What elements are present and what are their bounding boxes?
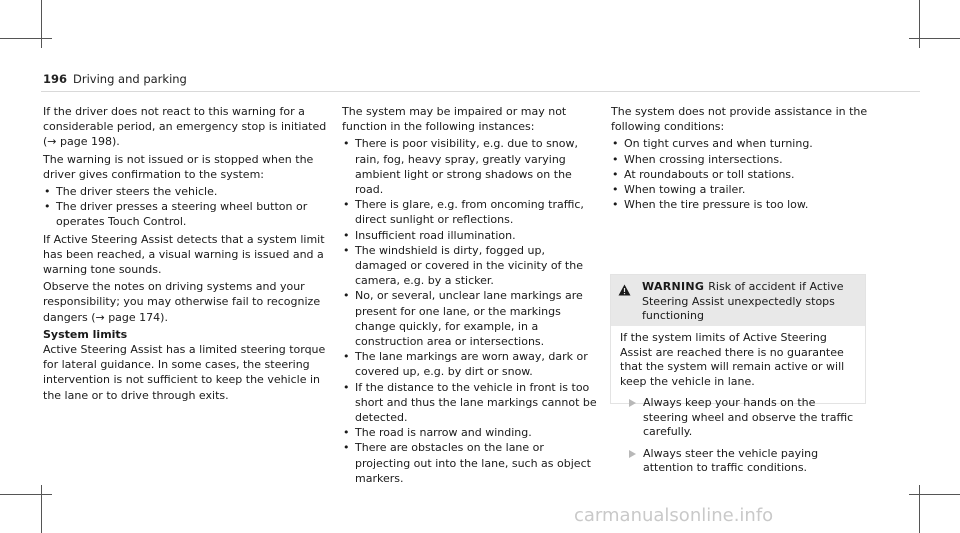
crop-mark — [0, 494, 52, 495]
section-heading: System limits — [43, 327, 128, 341]
list-item: • No, or several, unclear lane markings are present for one lane, or the markings change quickly, for example, in a construction area or intersections. — [342, 288, 597, 349]
list-item: • The driver steers the vehicle. — [43, 184, 328, 199]
list-item: • When the tire pressure is too low. — [611, 197, 871, 212]
crop-mark — [919, 485, 920, 533]
watermark: carmanualsonline.info — [574, 505, 774, 526]
section-title: Driving and parking — [73, 72, 187, 86]
paragraph: The warning is not issued or is stopped when the driver gives confirmation to the system: — [43, 152, 314, 181]
action-text: Always steer the vehicle paying attention to traffic conditions. — [643, 446, 819, 474]
action-item — [620, 447, 857, 476]
list-item: • When towing a trailer. — [611, 182, 871, 197]
list-item: • The road is narrow and winding. — [342, 425, 597, 440]
list-item: • Insufficient road illumination. — [342, 228, 597, 243]
warning-header — [611, 275, 865, 326]
list-item: • The driver presses a steering wheel button or operates Touch Control. — [43, 199, 328, 229]
crop-mark — [0, 38, 52, 39]
bullet-list — [43, 184, 328, 230]
warning-triangle-icon — [618, 284, 631, 296]
crop-mark — [919, 0, 920, 48]
list-item: • There is poor visibility, e.g. due to snow, rain, fog, heavy spray, greatly varying ambient light or strong shadows on the road. — [342, 136, 597, 197]
warning-text: If the system limits of Active Steering Assist are reached there is no guarantee that the system will remain active or will keep the vehicle in lane. — [620, 331, 845, 388]
paragraph: The system may be impaired or may not function in the following instances: — [342, 105, 567, 134]
bullet-list — [611, 136, 871, 212]
paragraph: Observe the notes on driving systems and your responsibility; you may otherwise fail to recognize dangers (→ page 174). — [43, 280, 321, 324]
paragraph: If the driver does not react to this warning for a considerable period, an emergency stop is initiated (→ page 198). — [43, 105, 327, 149]
list-item: • At roundabouts or toll stations. — [611, 167, 871, 182]
action-item — [620, 396, 857, 440]
warning-box — [610, 274, 866, 474]
crop-mark — [41, 485, 42, 533]
column-right — [611, 104, 871, 214]
page-number: 196 — [43, 72, 68, 86]
warning-label: WARNING — [642, 280, 705, 293]
page-header — [43, 72, 187, 86]
crop-mark — [909, 494, 960, 495]
list-item: • When crossing intersections. — [611, 152, 871, 167]
paragraph: Active Steering Assist has a limited steering torque for lateral guidance. In some cases, the steering intervention is not sufficient to keep the vehicle in the lane or to drive through exits. — [43, 343, 326, 402]
bullet-list — [342, 136, 597, 486]
paragraph: The system does not provide assistance in the following conditions: — [611, 105, 868, 134]
arrow-right-icon — [629, 399, 636, 407]
column-middle — [342, 104, 597, 488]
list-item: • The lane markings are worn away, dark or covered up, e.g. by dirt or snow. — [342, 349, 597, 379]
warning-title-text: Risk of accident if Active Steering Assist unexpectedly stops functioning — [642, 280, 844, 322]
action-text: Always keep your hands on the steering wheel and observe the traffic carefully. — [643, 396, 854, 438]
list-item: • There are obstacles on the lane or projecting out into the lane, such as object markers. — [342, 440, 597, 486]
list-item: • If the distance to the vehicle in front is too short and thus the lane markings cannot be detected. — [342, 380, 597, 426]
warning-body — [611, 326, 865, 476]
list-item: • On tight curves and when turning. — [611, 136, 871, 151]
column-left — [43, 104, 328, 405]
header-rule — [41, 91, 920, 92]
arrow-right-icon — [629, 450, 636, 458]
list-item: • The windshield is dirty, fogged up, damaged or covered in the vicinity of the camera, e.g. by a sticker. — [342, 243, 597, 289]
warning-title — [642, 280, 857, 324]
paragraph: If Active Steering Assist detects that a system limit has been reached, a visual warning is issued and a warning tone sounds. — [43, 232, 325, 277]
crop-mark — [909, 38, 960, 39]
list-item: • There is glare, e.g. from oncoming traffic, direct sunlight or reflections. — [342, 197, 597, 227]
crop-mark — [41, 0, 42, 48]
